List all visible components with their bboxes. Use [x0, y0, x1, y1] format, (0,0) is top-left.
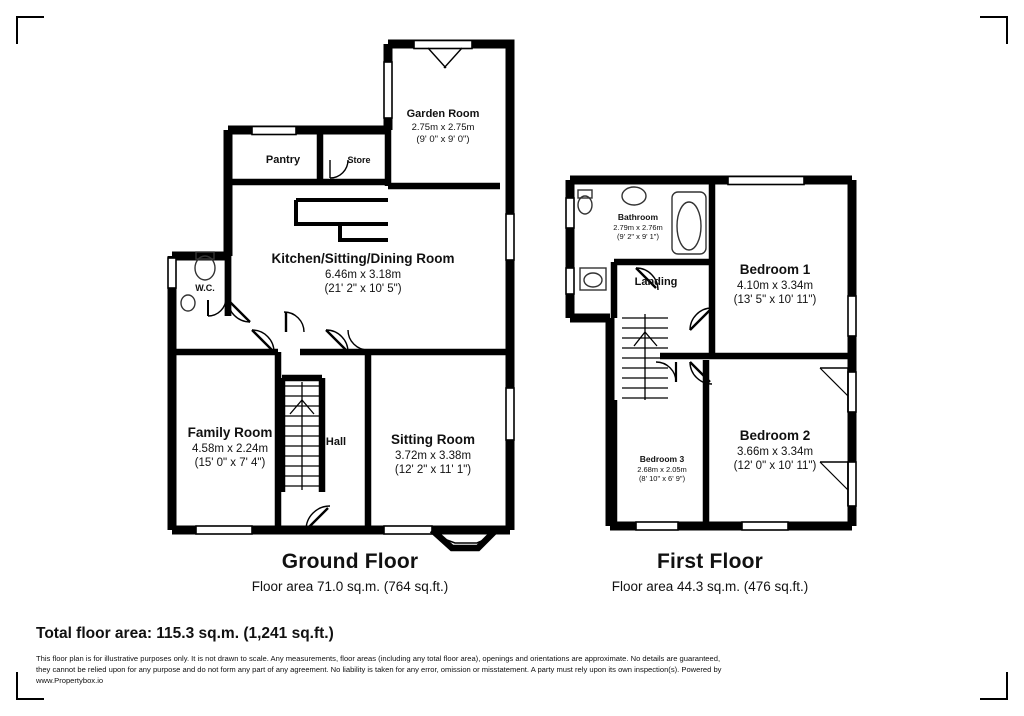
room-label-sitting-room: Sitting Room 3.72m x 3.38m (12' 2" x 11' 1") — [391, 432, 475, 477]
room-label-bedroom-2: Bedroom 2 3.66m x 3.34m (12' 0" x 10' 11") — [733, 428, 817, 473]
room-label-pantry: Pantry — [265, 154, 301, 166]
room-label-bedroom-1: Bedroom 1 4.10m x 3.34m (13' 5" x 10' 11") — [733, 262, 817, 307]
ground-floor-title: Ground Floor — [281, 550, 419, 573]
room-label-kitchen-sitting-dining: Kitchen/Sitting/Dining Room 6.46m x 3.18m (21' 2" x 10' 5") — [271, 251, 455, 296]
first-floor-title: First Floor — [656, 550, 764, 573]
room-label-wc: W.C. — [195, 283, 215, 293]
total-floor-area: Total floor area: 115.3 sq.m. (1,241 sq.ft.) — [36, 625, 334, 642]
room-label-family-room: Family Room 4.58m x 2.24m (15' 0" x 7' 4") — [187, 425, 273, 470]
room-label-landing: Landing — [634, 276, 678, 288]
room-label-bathroom: Bathroom 2.79m x 2.76m (9' 2" x 9' 1") — [613, 212, 663, 241]
first-floor-area: Floor area 44.3 sq.m. (476 sq.ft.) — [611, 579, 809, 594]
room-label-hall: Hall — [325, 436, 347, 448]
room-label-store: Store — [347, 155, 371, 165]
room-label-bedroom-3: Bedroom 3 2.68m x 2.05m (8' 10" x 6' 9") — [637, 454, 687, 483]
room-label-garden-room: Garden Room 2.75m x 2.75m (9' 0" x 9' 0") — [406, 108, 480, 145]
disclaimer-text: This floor plan is for illustrative purposes only. It is not drawn to scale. Any measurements, floor areas (including any total floor area), openings and orientations are approximate. No details are guaranteed, they cannot be relied upon for any purpose and do not form any part of any agreement. No liability is taken for any error, omission or misstatement. A party must rely upon its own inspection(s). Powered by www.Propertybox.io — [36, 654, 722, 685]
ground-floor-area: Floor area 71.0 sq.m. (764 sq.ft.) — [251, 579, 449, 594]
